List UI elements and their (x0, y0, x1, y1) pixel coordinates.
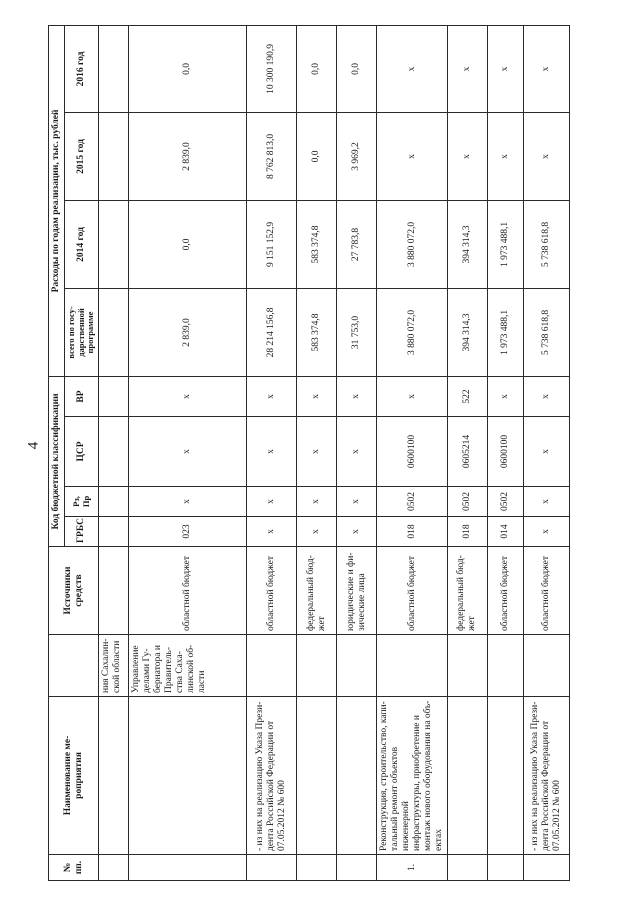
cell-num (523, 855, 569, 881)
cell-total: 2 839,0 (129, 288, 247, 376)
cell-total: 5 738 618,8 (523, 288, 569, 376)
cell-y2015 (99, 112, 129, 200)
cell-executor (247, 635, 297, 697)
cell-num (99, 855, 129, 881)
cell-y2016: 0,0 (337, 25, 377, 112)
table-row (99, 25, 129, 880)
cell-vr: x (523, 376, 569, 416)
cell-grbs: x (523, 517, 569, 547)
cell-num: 1. (377, 855, 448, 881)
table-row (129, 25, 247, 880)
cell-executor (377, 635, 448, 697)
cell-vr: x (247, 376, 297, 416)
cell-y2015: 2 839,0 (129, 112, 247, 200)
header-row-1 (49, 25, 65, 880)
cell-y2014: 394 314,3 (447, 200, 487, 288)
cell-csr: x (129, 417, 247, 487)
cell-vr: 522 (447, 376, 487, 416)
cell-name (447, 697, 487, 855)
table-row (523, 25, 569, 880)
cell-vr (99, 376, 129, 416)
cell-vr: x (377, 376, 448, 416)
cell-y2015: 0,0 (297, 112, 337, 200)
rotated-table-wrapper (48, 26, 598, 881)
cell-name: - из них на реализацию Указа Прези- дента Российской Федерации от 07.05.2012 № 600 (523, 697, 569, 855)
cell-vr: x (487, 376, 523, 416)
cell-total: 583 374,8 (297, 288, 337, 376)
cell-y2016: x (487, 25, 523, 112)
header-sources: Источники средств (49, 547, 99, 635)
cell-csr: x (337, 417, 377, 487)
cell-source: федеральный бюд- жет (447, 547, 487, 635)
cell-num (129, 855, 247, 881)
header-csr: ЦСР (64, 417, 98, 487)
cell-grbs: x (297, 517, 337, 547)
cell-total: 31 753,0 (337, 288, 377, 376)
cell-y2015: x (447, 112, 487, 200)
cell-grbs: 018 (377, 517, 448, 547)
cell-y2015: 3 969,2 (337, 112, 377, 200)
cell-source: областной бюджет (487, 547, 523, 635)
cell-rz: 0502 (487, 487, 523, 517)
page-number: 4 (25, 441, 42, 450)
cell-y2014 (99, 200, 129, 288)
header-name: Наименование ме- роприятия (49, 697, 99, 855)
cell-num (447, 855, 487, 881)
header-executor (49, 635, 99, 697)
cell-csr: 0600100 (377, 417, 448, 487)
cell-y2015: x (523, 112, 569, 200)
cell-num (487, 855, 523, 881)
cell-vr: x (297, 376, 337, 416)
cell-csr: x (247, 417, 297, 487)
cell-y2015: 8 762 813,0 (247, 112, 297, 200)
cell-executor: ния Сахалин- ской области (99, 635, 129, 697)
cell-y2016: 10 300 190,9 (247, 25, 297, 112)
cell-source: юридические и фи- зические лица (337, 547, 377, 635)
cell-y2016: x (377, 25, 448, 112)
header-expenses: Расходы по годам реализации, тыс. рублей (49, 25, 65, 376)
cell-grbs: 023 (129, 517, 247, 547)
cell-rz: x (523, 487, 569, 517)
table-row (377, 25, 448, 880)
cell-total: 3 880 072,0 (377, 288, 448, 376)
header-vr: ВР (64, 376, 98, 416)
cell-executor (337, 635, 377, 697)
cell-rz: x (247, 487, 297, 517)
cell-rz: x (337, 487, 377, 517)
cell-source (99, 547, 129, 635)
cell-csr: x (297, 417, 337, 487)
cell-total (99, 288, 129, 376)
cell-source: областной бюджет (523, 547, 569, 635)
cell-y2016: x (447, 25, 487, 112)
cell-source: областной бюджет (377, 547, 448, 635)
cell-y2014: 583 374,8 (297, 200, 337, 288)
cell-rz: x (129, 487, 247, 517)
header-2016: 2016 год (64, 25, 98, 112)
cell-y2015: x (377, 112, 448, 200)
cell-rz: 0502 (377, 487, 448, 517)
cell-total: 28 214 156,8 (247, 288, 297, 376)
table-body (99, 25, 570, 880)
cell-name (297, 697, 337, 855)
cell-rz (99, 487, 129, 517)
cell-y2014: 0,0 (129, 200, 247, 288)
cell-total: 394 314,3 (447, 288, 487, 376)
cell-name: Реконструкция, строительство, капи- тальный ремонт объектов инженерной инфраструктуры, приобретение и монтаж нового оборудования на объ- ектах (377, 697, 448, 855)
header-grbs: ГРБС (64, 517, 98, 547)
table-row (247, 25, 297, 880)
cell-name (487, 697, 523, 855)
cell-csr: 0605214 (447, 417, 487, 487)
cell-name (337, 697, 377, 855)
cell-grbs (99, 517, 129, 547)
cell-y2016: x (523, 25, 569, 112)
cell-name (129, 697, 247, 855)
header-num: № пп. (49, 855, 99, 881)
cell-rz: x (297, 487, 337, 517)
cell-y2016 (99, 25, 129, 112)
header-2015: 2015 год (64, 112, 98, 200)
cell-rz: 0502 (447, 487, 487, 517)
header-rz: Рз, Пр (64, 487, 98, 517)
cell-y2014: 27 783,8 (337, 200, 377, 288)
cell-y2014: 3 880 072,0 (377, 200, 448, 288)
cell-vr: x (129, 376, 247, 416)
cell-executor (447, 635, 487, 697)
cell-y2014: 1 973 488,1 (487, 200, 523, 288)
cell-y2014: 5 738 618,8 (523, 200, 569, 288)
cell-grbs: 018 (447, 517, 487, 547)
header-2014: 2014 год (64, 200, 98, 288)
cell-source: областной бюджет (247, 547, 297, 635)
cell-grbs: x (337, 517, 377, 547)
cell-y2015: x (487, 112, 523, 200)
cell-vr: x (337, 376, 377, 416)
cell-y2016: 0,0 (297, 25, 337, 112)
cell-y2014: 9 151 152,9 (247, 200, 297, 288)
cell-csr: x (523, 417, 569, 487)
cell-grbs: x (247, 517, 297, 547)
cell-csr (99, 417, 129, 487)
cell-source: областной бюджет (129, 547, 247, 635)
cell-executor (523, 635, 569, 697)
cell-num (297, 855, 337, 881)
table-row (297, 25, 337, 880)
cell-executor (487, 635, 523, 697)
cell-csr: 0600100 (487, 417, 523, 487)
cell-y2016: 0,0 (129, 25, 247, 112)
cell-num (337, 855, 377, 881)
cell-executor (297, 635, 337, 697)
cell-name (99, 697, 129, 855)
table-row (447, 25, 487, 880)
cell-total: 1 973 488,1 (487, 288, 523, 376)
header-total: всего по госу- дарственной программе (64, 288, 98, 376)
cell-grbs: 014 (487, 517, 523, 547)
budget-table (48, 25, 570, 881)
cell-executor: Управление делами Гу- бернатора и Правитель- ства Саха- линской об- ласти (129, 635, 247, 697)
table-row (487, 25, 523, 880)
header-classification: Код бюджетной классификации (49, 376, 65, 546)
cell-source: федеральный бюд- жет (297, 547, 337, 635)
cell-name: - из них на реализацию Указа Прези- дента Российской Федерации от 07.05.2012 № 600 (247, 697, 297, 855)
cell-num (247, 855, 297, 881)
table-row (337, 25, 377, 880)
